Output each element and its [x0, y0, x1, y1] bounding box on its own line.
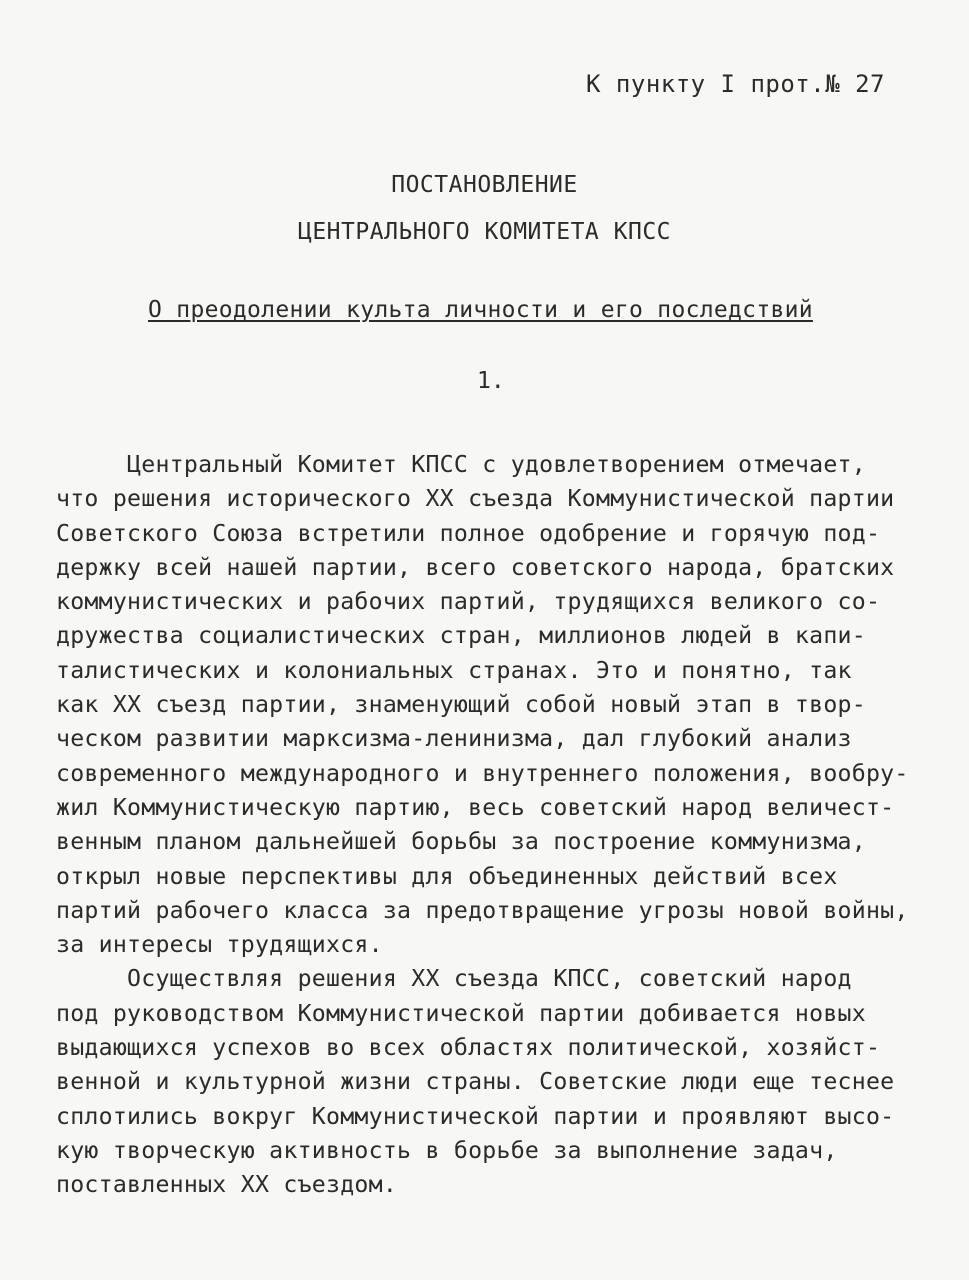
text-line: за интересы трудящихся.	[56, 931, 383, 959]
text-line: как XX съезд партии, знаменующий собой новый этап в твор-	[56, 691, 866, 719]
document-heading-line-2: ЦЕНТРАЛЬНОГО КОМИТЕТА КПСС	[297, 219, 672, 245]
text-line: сплотились вокруг Коммунистической партии и проявляют высо-	[56, 1102, 895, 1130]
text-line: под руководством Коммунистической партии добивается новых	[56, 999, 866, 1027]
text-line: венной и культурной жизни страны. Советские люди еще теснее	[56, 1068, 895, 1096]
text-line: Советского Союза встретили полное одобрение и горячую под-	[56, 519, 881, 547]
text-line: поставленных XX съездом.	[56, 1171, 398, 1199]
text-line: Осуществляя решения XX съезда КПСС, советский народ	[56, 965, 852, 993]
document-body	[56, 448, 946, 1203]
text-line: выдающихся успехов во всех областях политической, хозяйст-	[56, 1034, 881, 1062]
text-line: талистических и колониальных странах. Это и понятно, так	[56, 656, 852, 684]
document-subject: О преодолении культа личности и его последствий	[148, 297, 813, 323]
text-line: ческом развитии марксизма-ленинизма, дал глубокий анализ	[56, 725, 852, 753]
text-line: дружества социалистических стран, миллионов людей в капи-	[56, 622, 866, 650]
section-number: 1.	[477, 368, 505, 394]
text-line: открыл новые перспективы для объединенных действий всех	[56, 862, 838, 890]
text-line: коммунистических и рабочих партий, трудящихся великого со-	[56, 588, 881, 616]
protocol-reference: К пункту I прот.№ 27	[586, 70, 885, 98]
text-line: кую творческую активность в борьбе за выполнение задач,	[56, 1136, 838, 1164]
text-line: венным планом дальнейшей борьбы за построение коммунизма,	[56, 828, 866, 856]
text-line: жил Коммунистическую партию, весь советский народ величест-	[56, 793, 895, 821]
text-line: Центральный Комитет КПСС с удовлетворением отмечает,	[56, 451, 866, 478]
text-line: что решения исторического XX съезда Коммунистической партии	[56, 485, 895, 513]
text-line: современного международного и внутреннего положения, вообру-	[56, 759, 909, 787]
text-line: держку всей нашей партии, всего советского народа, братских	[56, 553, 895, 581]
text-line: партий рабочего класса за предотвращение угрозы новой войны,	[56, 896, 909, 924]
document-heading-line-1: ПОСТАНОВЛЕНИЕ	[391, 172, 578, 198]
